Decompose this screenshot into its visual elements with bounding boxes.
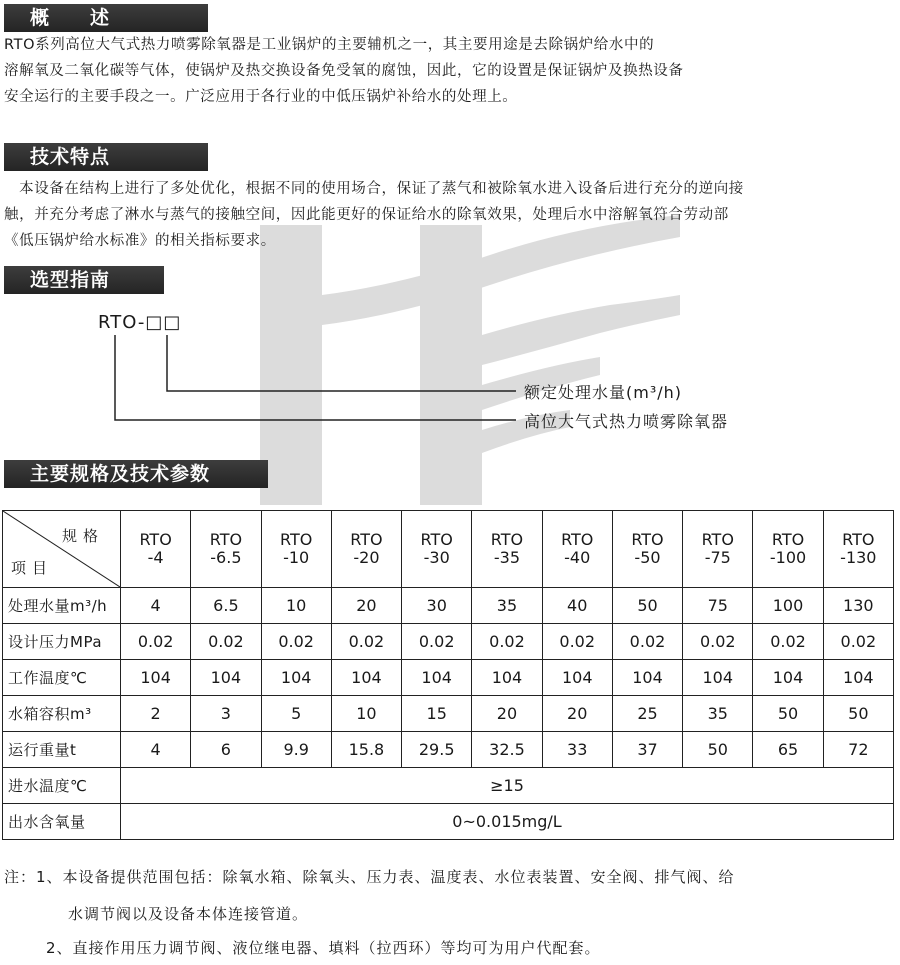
model-header-text: RTO: [280, 530, 313, 549]
table-cell: 6.5: [191, 588, 261, 624]
note-line-2: 水调节阀以及设备本体连接管道。: [68, 905, 309, 923]
table-cell: 0.02: [683, 624, 753, 660]
model-header-cell: [402, 511, 472, 588]
features-line: 本设备在结构上进行了多处优化，根据不同的使用场合，保证了蒸气和被除氧水进入设备后进行充分的逆向接: [4, 181, 744, 197]
table-cell: 29.5: [402, 732, 472, 768]
section-header-overview: 概 述: [4, 4, 208, 32]
table-cell: 35: [683, 696, 753, 732]
table-cell: 0.02: [472, 624, 542, 660]
model-header-text: RTO: [701, 530, 734, 549]
table-cell: 65: [753, 732, 823, 768]
selection-connector-lines: [0, 0, 900, 460]
model-header-text: -50: [634, 548, 661, 567]
table-cell: 3: [191, 696, 261, 732]
overview-line: 溶解氧及二氧化碳等气体，使锅炉及热交换设备免受氧的腐蚀，因此，它的设置是保证锅炉及换热设备: [4, 63, 684, 79]
table-row: [3, 732, 894, 768]
overview-line: RTO系列高位大气式热力喷雾除氧器是工业锅炉的主要辅机之一，其主要用途是去除锅炉给水中的: [4, 37, 655, 53]
model-header-cell: [823, 511, 893, 588]
features-line: 触，并充分考虑了淋水与蒸气的接触空间，因此能更好的保证给水的除氧效果，处理后水中溶解氧符合劳动部: [4, 207, 729, 223]
table-cell: 104: [121, 660, 191, 696]
table-cell: 104: [261, 660, 331, 696]
row-label: 设计压力MPa: [3, 624, 121, 660]
model-header-text: RTO: [209, 530, 243, 549]
overview-line: 安全运行的主要手段之一。广泛应用于各行业的中低压锅炉补给水的处理上。: [4, 89, 518, 105]
note-line-3: 2、直接作用压力调节阀、液位继电器、填料（拉西环）等均可为用户代配套。: [46, 939, 601, 957]
table-cell: 37: [612, 732, 682, 768]
model-header-text: -6.5: [210, 548, 242, 567]
model-header-text: -35: [493, 548, 521, 567]
row-label: 工作温度℃: [3, 660, 121, 696]
table-cell: 0.02: [402, 624, 472, 660]
table-cell: 20: [331, 588, 401, 624]
table-cell: 0.02: [121, 624, 191, 660]
model-header-text: -130: [840, 548, 877, 567]
row-label: 进水温度℃: [3, 768, 121, 804]
table-cell: 104: [683, 660, 753, 696]
table-cell: 0.02: [542, 624, 612, 660]
table-cell: 4: [121, 588, 191, 624]
corner-label-spec: 规格: [61, 527, 104, 545]
table-cell: 10: [261, 588, 331, 624]
model-header-text: RTO: [631, 530, 664, 549]
model-header-text: RTO: [350, 530, 383, 549]
capacity-label: 额定处理水量(m³/h): [524, 383, 683, 402]
table-cell: 50: [823, 696, 893, 732]
model-header-text: -10: [283, 548, 310, 567]
table-cell: 104: [331, 660, 401, 696]
table-cell: 20: [472, 696, 542, 732]
table-cell: 15: [402, 696, 472, 732]
table-cell: 0.02: [331, 624, 401, 660]
table-row: [3, 696, 894, 732]
table-cell: 50: [683, 732, 753, 768]
table-cell: 35: [472, 588, 542, 624]
table-cell: 6: [191, 732, 261, 768]
table-cell: 100: [753, 588, 823, 624]
table-cell: 15.8: [331, 732, 401, 768]
model-header-text: -30: [423, 548, 450, 567]
table-cell: 130: [823, 588, 893, 624]
row-label: 水箱容积m³: [3, 696, 121, 732]
merged-value-cell: ≥15: [121, 768, 894, 804]
table-cell: 50: [612, 588, 682, 624]
table-cell: 104: [402, 660, 472, 696]
table-cell: 9.9: [261, 732, 331, 768]
row-label: 出水含氧量: [3, 804, 121, 840]
corner-label-item: 项目: [11, 559, 54, 577]
table-cell: 0.02: [612, 624, 682, 660]
model-header-cell: [683, 511, 753, 588]
table-cell: 104: [753, 660, 823, 696]
model-code: RTO-□□: [98, 312, 182, 333]
model-header-cell: [121, 511, 191, 588]
model-header-text: RTO: [139, 530, 172, 549]
row-label: 运行重量t: [3, 732, 121, 768]
section-header-features: 技术特点: [4, 143, 208, 171]
model-header-text: RTO: [842, 530, 875, 549]
row-label: 处理水量m³/h: [3, 588, 121, 624]
model-header-cell: [261, 511, 331, 588]
table-row: [3, 660, 894, 696]
table-cell: 104: [191, 660, 261, 696]
table-row-merged: [3, 804, 894, 840]
table-row: [3, 624, 894, 660]
table-cell: 0.02: [191, 624, 261, 660]
table-cell: 75: [683, 588, 753, 624]
model-header-text: -75: [704, 548, 731, 567]
model-header-cell: [472, 511, 542, 588]
table-cell: 0.02: [823, 624, 893, 660]
specs-table: [2, 510, 894, 840]
model-header-cell: [612, 511, 682, 588]
table-cell: 25: [612, 696, 682, 732]
table-cell: 2: [121, 696, 191, 732]
model-header-text: -100: [769, 548, 807, 567]
table-cell: 104: [612, 660, 682, 696]
type-label: 高位大气式热力喷雾除氧器: [524, 412, 729, 431]
model-header-text: RTO: [561, 530, 594, 549]
table-cell: 33: [542, 732, 612, 768]
table-cell: 104: [542, 660, 612, 696]
model-header-text: RTO: [771, 530, 805, 549]
model-header-text: RTO: [420, 530, 453, 549]
table-cell: 104: [472, 660, 542, 696]
model-header-cell: [331, 511, 401, 588]
table-cell: 40: [542, 588, 612, 624]
table-corner-cell: [3, 511, 121, 588]
model-header-cell: [753, 511, 823, 588]
table-cell: 0.02: [753, 624, 823, 660]
table-header-row: [3, 511, 894, 588]
table-cell: 5: [261, 696, 331, 732]
table-cell: 104: [823, 660, 893, 696]
section-header-specs: 主要规格及技术参数: [4, 460, 268, 488]
model-header-text: RTO: [490, 530, 524, 549]
table-cell: 50: [753, 696, 823, 732]
table-cell: 20: [542, 696, 612, 732]
model-header-cell: [191, 511, 261, 588]
table-cell: 0.02: [261, 624, 331, 660]
model-header-cell: [542, 511, 612, 588]
table-cell: 10: [331, 696, 401, 732]
table-row-merged: [3, 768, 894, 804]
note-line-1: 注：1、本设备提供范围包括：除氧水箱、除氧头、压力表、温度表、水位表装置、安全阀、排气阀、给: [4, 868, 735, 886]
table-cell: 72: [823, 732, 893, 768]
merged-value-cell: 0~0.015mg/L: [121, 804, 894, 840]
table-cell: 4: [121, 732, 191, 768]
section-header-selection: 选型指南: [4, 266, 164, 294]
table-cell: 32.5: [472, 732, 542, 768]
model-header-text: -4: [147, 548, 164, 567]
table-row: [3, 588, 894, 624]
table-cell: 30: [402, 588, 472, 624]
model-header-text: -20: [353, 548, 380, 567]
features-line: 《低压锅炉给水标准》的相关指标要求。: [4, 233, 276, 249]
model-header-text: -40: [564, 548, 591, 567]
